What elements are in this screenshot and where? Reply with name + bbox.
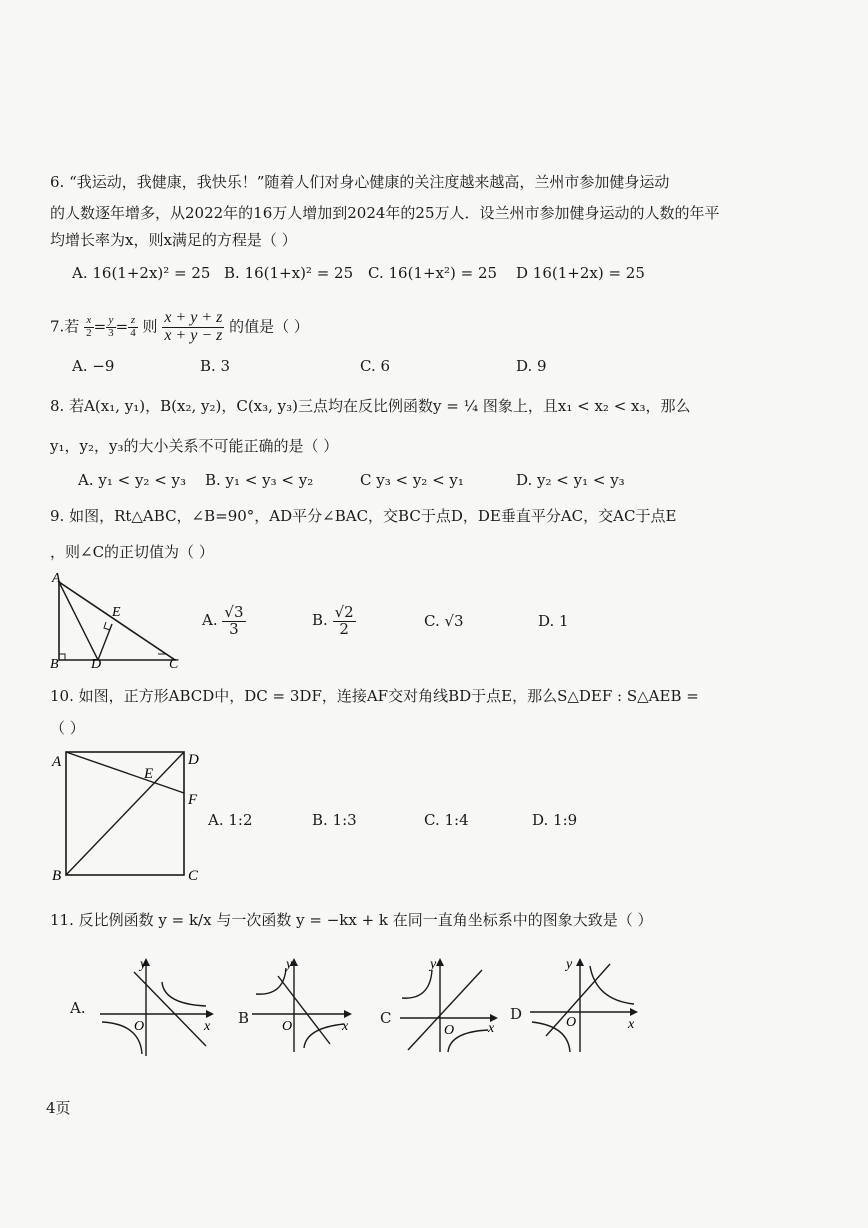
svg-text:O: O bbox=[134, 1019, 145, 1034]
q9-triangle-figure bbox=[40, 568, 190, 672]
q7-frac-z: $\frac{z}{4}$ bbox=[130, 314, 136, 339]
q7-expression: $\frac{x + y + z}{x + y - z}$ bbox=[164, 309, 223, 344]
q6-option-b: B. 16(1+x)² = 25 bbox=[224, 264, 354, 282]
label-d: D bbox=[188, 752, 199, 768]
q6-option-d: D 16(1+2x) = 25 bbox=[516, 264, 645, 282]
q7-mid: 则 bbox=[142, 317, 158, 336]
svg-text:x: x bbox=[488, 1021, 495, 1036]
q9-option-a: A. $\frac{√3}{3}$ bbox=[202, 602, 244, 638]
q8-line2: y₁，y₂，y₃的大小关系不可能正确的是（ ） bbox=[50, 437, 339, 455]
label-e: E bbox=[144, 766, 154, 782]
segment-de bbox=[98, 624, 112, 660]
q7-prefix: 7.若 bbox=[50, 317, 80, 336]
q11-line1: 11. 反比例函数 y = k/x 与一次函数 y = −kx + k 在同一直角坐标系中的图象大致是（ ） bbox=[50, 911, 653, 929]
q9-option-a-frac: $\frac{√3}{3}$ bbox=[224, 602, 244, 638]
q9-option-c: C. √3 bbox=[424, 612, 464, 630]
label-b: B bbox=[52, 868, 62, 884]
segment-ad bbox=[59, 582, 98, 660]
q9-line1: 9. 如图，Rt△ABC，∠B=90°，AD平分∠BAC，交BC于点D，DE垂直平分AC，交AC于点E bbox=[50, 507, 677, 525]
svg-text:y: y bbox=[286, 957, 293, 972]
q11-option-a-label: A. bbox=[70, 999, 86, 1017]
q8-line1: 8. 若A(x₁, y₁)，B(x₂, y₂)，C(x₃, y₃)三点均在反比例函数y = ¼ 图象上，且x₁ < x₂ < x₃，那么 bbox=[50, 397, 691, 415]
label-f: F bbox=[188, 792, 198, 808]
q8-option-d: D. y₂ < y₁ < y₃ bbox=[516, 471, 625, 489]
q9-option-b: B. $\frac{√2}{2}$ bbox=[312, 602, 354, 638]
svg-text:y: y bbox=[430, 957, 437, 972]
q6-option-a: A. 16(1+2x)² = 25 bbox=[72, 264, 211, 282]
q8-option-a: A. y₁ < y₂ < y₃ bbox=[78, 471, 187, 489]
svg-text:O: O bbox=[566, 1015, 577, 1030]
page-number: 4页 bbox=[46, 1099, 71, 1117]
q7-frac-x: $\frac{x}{2}$ bbox=[86, 314, 92, 339]
label-a: A bbox=[52, 754, 62, 770]
q6-line1: 6. “我运动，我健康，我快乐！”随着人们对身心健康的关注度越来越高，兰州市参加健身运动 bbox=[50, 173, 670, 191]
q11-graph-b bbox=[248, 952, 358, 1062]
right-angle-e bbox=[104, 622, 110, 630]
q11-graph-d bbox=[526, 952, 646, 1062]
q7-option-c: C. 6 bbox=[360, 357, 391, 375]
svg-text:y: y bbox=[566, 957, 573, 972]
q8-option-c: C y₃ < y₂ < y₁ bbox=[360, 471, 464, 489]
svg-text:x: x bbox=[628, 1017, 635, 1032]
svg-text:x: x bbox=[204, 1019, 211, 1034]
label-c: C bbox=[169, 657, 179, 672]
q10-option-b: B. 1:3 bbox=[312, 811, 357, 829]
q7-stem: 7.若 $\frac{x}{2}$ = $\frac{y}{3}$ = $\frac{z}{4}$ 则 $\frac{x + y + z}{x + y - z}$ 的值是（ ） bbox=[50, 309, 309, 344]
q7-frac-y: $\frac{y}{3}$ bbox=[108, 314, 114, 339]
q9-option-b-frac: $\frac{√2}{2}$ bbox=[334, 602, 354, 638]
q6-line2: 的人数逐年增多，从2022年的16万人增加到2024年的25万人．设兰州市参加健身运动的人数的年平 bbox=[50, 204, 720, 222]
q11-graph-a bbox=[96, 952, 222, 1062]
q7-option-d: D. 9 bbox=[516, 357, 547, 375]
q10-option-a: A. 1:2 bbox=[208, 811, 253, 829]
q9-option-d: D. 1 bbox=[538, 612, 569, 630]
label-c: C bbox=[188, 868, 199, 884]
svg-text:y: y bbox=[140, 957, 147, 972]
q11-option-b-label: B bbox=[238, 1009, 250, 1027]
diagonal-bd bbox=[66, 752, 184, 875]
q10-option-c: C. 1:4 bbox=[424, 811, 469, 829]
q7-option-b: B. 3 bbox=[200, 357, 231, 375]
q6-line3: 均增长率为x，则x满足的方程是（ ） bbox=[50, 231, 297, 249]
q11-option-d-label: D bbox=[510, 1005, 523, 1023]
q10-line2: （ ） bbox=[50, 719, 85, 737]
segment-af bbox=[66, 752, 184, 793]
q10-line1: 10. 如图，正方形ABCD中，DC = 3DF，连接AF交对角线BD于点E，那么S△DEF : S△AEB = bbox=[50, 687, 699, 705]
label-e: E bbox=[112, 605, 121, 620]
q7-option-a: A. −9 bbox=[72, 357, 115, 375]
svg-text:O: O bbox=[282, 1019, 293, 1034]
q11-option-c-label: C bbox=[380, 1009, 392, 1027]
q9-line2: ，则∠C的正切值为（ ） bbox=[50, 543, 214, 561]
label-b: B bbox=[50, 657, 59, 672]
q10-option-d: D. 1:9 bbox=[532, 811, 578, 829]
q11-graph-c bbox=[396, 952, 506, 1062]
label-d: D bbox=[91, 657, 102, 672]
label-a: A bbox=[52, 571, 61, 586]
q10-square-figure bbox=[44, 744, 214, 886]
q8-option-b: B. y₁ < y₃ < y₂ bbox=[205, 471, 314, 489]
right-angle-b bbox=[59, 654, 65, 660]
triangle-abc bbox=[59, 582, 175, 660]
q6-option-c: C. 16(1+x²) = 25 bbox=[368, 264, 498, 282]
q7-suffix: 的值是（ ） bbox=[229, 317, 309, 336]
svg-text:x: x bbox=[342, 1019, 349, 1034]
svg-text:O: O bbox=[444, 1023, 455, 1038]
